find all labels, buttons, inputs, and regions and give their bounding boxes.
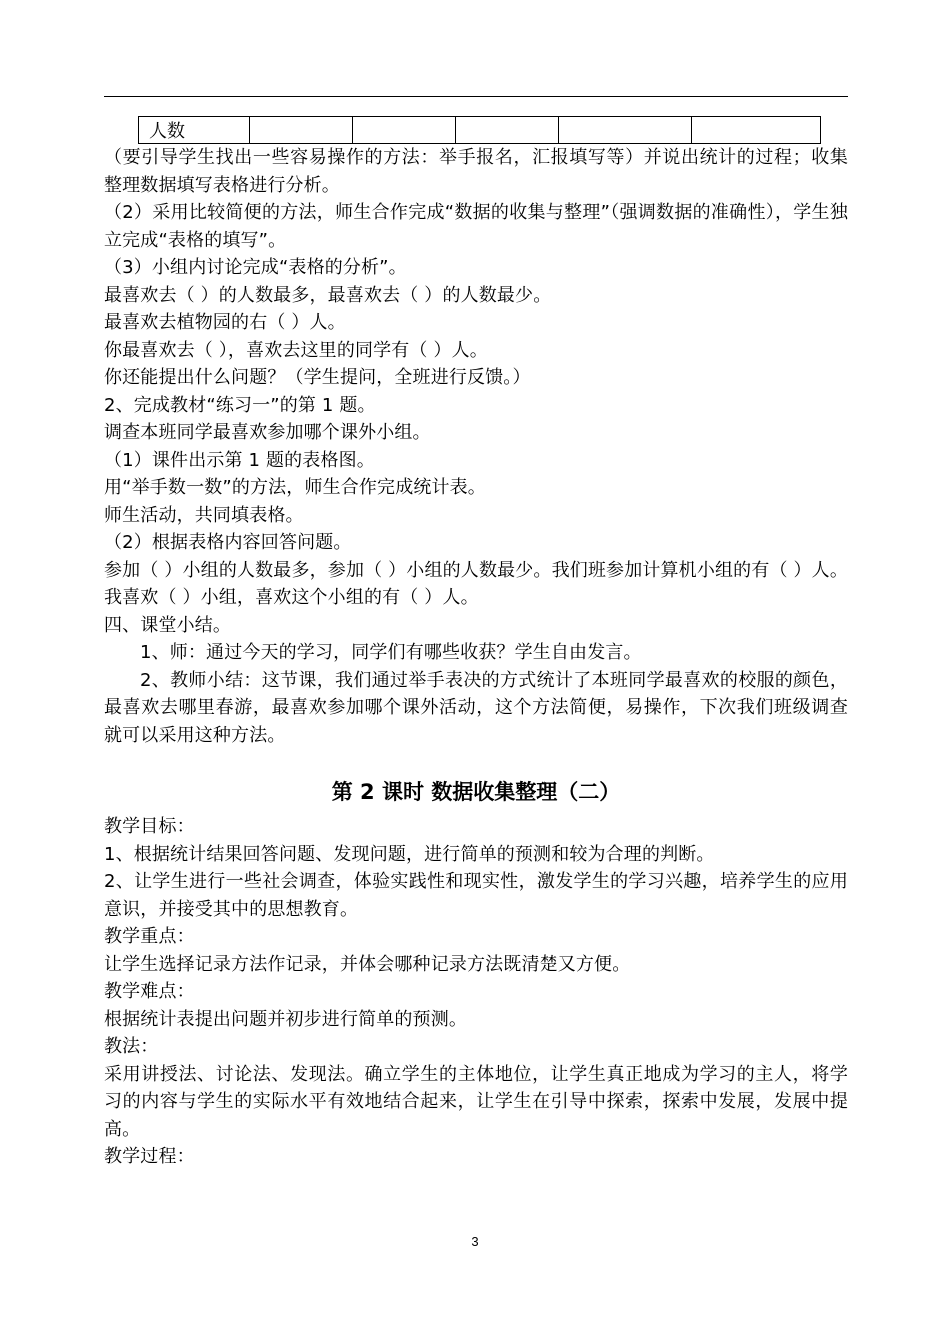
paragraph: 师生活动，共同填表格。 bbox=[104, 504, 304, 526]
document-body bbox=[104, 144, 848, 1171]
paragraph: （2）采用比较简便的方法，师生合作完成“数据的收集与整理”（强调数据的准确性），学生独立完成“表格的填写”。 bbox=[104, 202, 848, 251]
paragraph: 1、师：通过今天的学习，同学们有哪些收获？学生自由发言。 bbox=[140, 642, 642, 663]
heading-methods: 教法： bbox=[104, 1036, 159, 1057]
paragraph: （3）小组内讨论完成“表格的分析”。 bbox=[104, 257, 407, 278]
paragraph: 根据统计表提出问题并初步进行简单的预测。 bbox=[104, 1008, 467, 1030]
header-rule bbox=[104, 96, 848, 97]
paragraph: 四、课堂小结。 bbox=[104, 614, 232, 636]
heading-key-points: 教学重点： bbox=[104, 926, 195, 947]
paragraph: 最喜欢去植物园的右（ ）人。 bbox=[104, 312, 346, 333]
heading-process: 教学过程： bbox=[104, 1146, 195, 1167]
heading-difficulties: 教学难点： bbox=[104, 981, 195, 1002]
paragraph: 你最喜欢去（ ），喜欢去这里的同学有（ ）人。 bbox=[104, 339, 488, 361]
table-cell bbox=[559, 117, 692, 144]
paragraph: 参加（ ）小组的人数最多，参加（ ）小组的人数最少。我们班参加计算机小组的有（ ）人。我喜欢（ ）小组，喜欢这个小组的有（ ）人。 bbox=[104, 559, 848, 608]
count-table bbox=[138, 116, 821, 144]
paragraph: 1、根据统计结果回答问题、发现问题，进行简单的预测和较为合理的判断。 bbox=[104, 843, 715, 865]
row-label: 人数 bbox=[139, 117, 250, 144]
paragraph: （要引导学生找出一些容易操作的方法：举手报名，汇报填写等）并说出统计的过程；收集整理数据填写表格进行分析。 bbox=[104, 147, 848, 196]
paragraph: 最喜欢去（ ）的人数最多，最喜欢去（ ）的人数最少。 bbox=[104, 284, 552, 306]
paragraph: 2、完成教材“练习一”的第 1 题。 bbox=[104, 394, 376, 416]
paragraph: 采用讲授法、讨论法、发现法。确立学生的主体地位，让学生真正地成为学习的主人，将学习的内容与学生的实际水平有效地结合起来，让学生在引导中探索，探索中发展，发展中提高。 bbox=[104, 1063, 848, 1140]
paragraph: 你还能提出什么问题？（学生提问，全班进行反馈。） bbox=[104, 367, 531, 388]
paragraph: 让学生选择记录方法作记录，并体会哪种记录方法既清楚又方便。 bbox=[104, 953, 631, 975]
table-cell bbox=[456, 117, 559, 144]
paragraph: （1）课件出示第 1 题的表格图。 bbox=[104, 449, 375, 471]
paragraph: 2、教师小结：这节课，我们通过举手表决的方式统计了本班同学最喜欢的校服的颜色，最喜欢去哪里春游，最喜欢参加哪个课外活动，这个方法简便，易操作，下次我们班级调查就可以采用这种方法。 bbox=[104, 669, 848, 746]
paragraph: （2）根据表格内容回答问题。 bbox=[104, 532, 352, 553]
paragraph: 用“举手数一数”的方法，师生合作完成统计表。 bbox=[104, 477, 486, 498]
table-cell bbox=[250, 117, 353, 144]
paragraph: 调查本班同学最喜欢参加哪个课外小组。 bbox=[104, 422, 431, 443]
table-row bbox=[139, 117, 821, 144]
table-cell bbox=[692, 117, 821, 144]
paragraph: 2、让学生进行一些社会调查，体验实践性和现实性，激发学生的学习兴趣，培养学生的应用意识，并接受其中的思想教育。 bbox=[104, 871, 848, 920]
page-number: 3 bbox=[471, 1234, 479, 1249]
heading-objectives: 教学目标： bbox=[104, 816, 195, 837]
section-title: 第 2 课时 数据收集整理（二） bbox=[331, 780, 621, 804]
table-cell bbox=[353, 117, 456, 144]
